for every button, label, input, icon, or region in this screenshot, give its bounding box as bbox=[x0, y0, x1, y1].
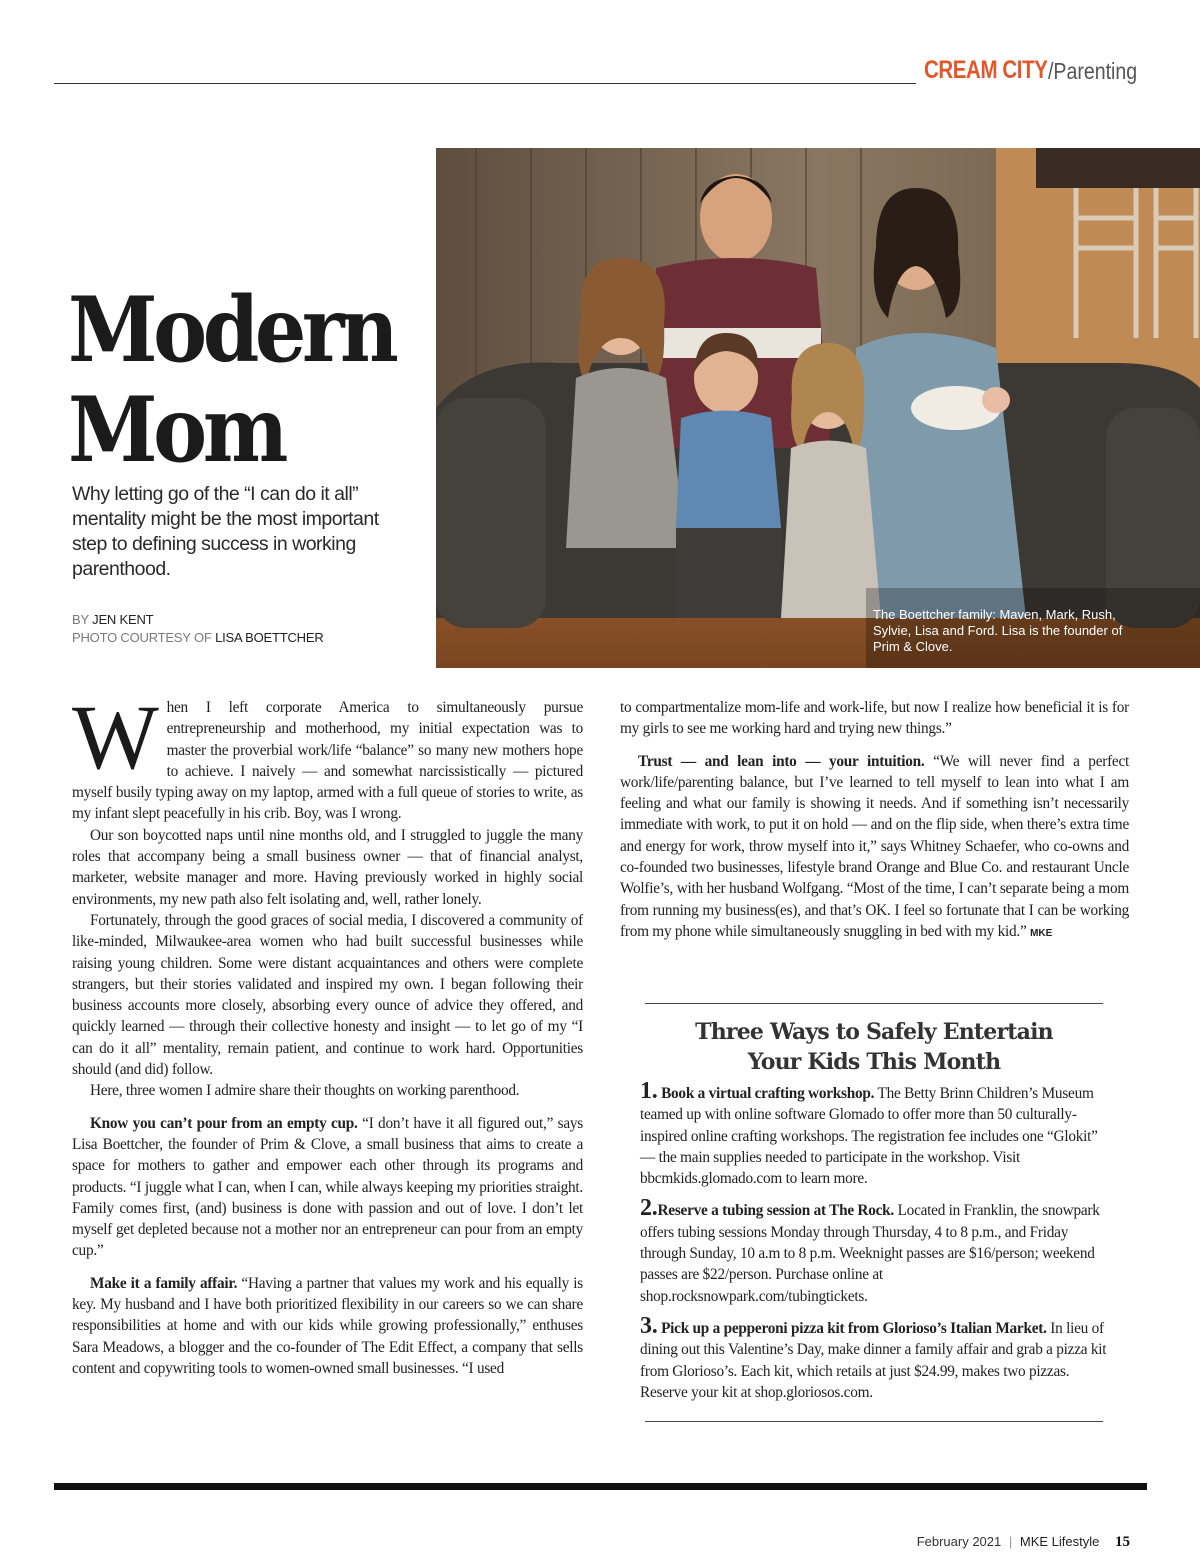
sidebar-top-rule bbox=[645, 1003, 1103, 1004]
item-number: 3. bbox=[640, 1312, 658, 1339]
footer-rule bbox=[54, 1483, 1147, 1490]
body-paragraph bbox=[72, 1273, 583, 1379]
sidebar-title bbox=[645, 1017, 1103, 1077]
byline-name: JEN KENT bbox=[92, 612, 154, 627]
byline-prefix: BY bbox=[72, 612, 89, 627]
item-label: Reserve a tubing session at The Rock. bbox=[657, 1202, 895, 1220]
item-label: Book a virtual crafting workshop. bbox=[661, 1085, 875, 1102]
subhead-intuition: Trust — and lean into — your intuition. bbox=[638, 752, 925, 770]
body-paragraph: to compartmentalize mom-life and work-life, but now I realize how beneficial it is for my girls to see me working hard and trying new things.” bbox=[620, 699, 1129, 738]
item-text: Located in Franklin, the snowpark offers tubing sessions Monday through Thursday, 4 to 8 p.m., and Friday through Sunday, 10 a.m to 8 p.m. Weeknight passes are $16/person; weekend passes are $22/person. Purchase online at shop.rocksnowpark.com/tubingtickets. bbox=[640, 1202, 1100, 1305]
body-paragraph bbox=[72, 686, 583, 825]
list-item bbox=[640, 1078, 1108, 1189]
sidebar-title-line-1: Three Ways to Safely Entertain bbox=[695, 1019, 1053, 1045]
body-column-right bbox=[620, 697, 1129, 944]
photo-credit-prefix: PHOTO COURTESY OF bbox=[72, 630, 212, 645]
item-number: 1. bbox=[640, 1078, 658, 1104]
photo-caption: The Boettcher family: Maven, Mark, Rush, Sylvie, Lisa and Ford. Lisa is the founder of Prim & Clove. bbox=[873, 607, 1123, 654]
list-item bbox=[640, 1312, 1108, 1403]
body-paragraph: Here, three women I admire share their thoughts on working parenthood. bbox=[90, 1082, 520, 1100]
sidebar-title-line-2: Your Kids This Month bbox=[747, 1049, 1001, 1075]
paragraph-text: hen I left corporate America to simultaneously pursue entrepreneurship and motherhood, my initial expectation was to master the proverbial work/life “balance” so many new mothers hope to achieve. I naively — and somewhat narcissistically — pictured myself busily typing away on my laptop, armed with a full queue of stories to write, as my infant slept peacefully in his crib. Boy, was I wrong. bbox=[72, 699, 583, 823]
sidebar-list bbox=[640, 1078, 1108, 1412]
subhead-empty-cup: Know you can’t pour from an empty cup. bbox=[90, 1114, 358, 1132]
brand-label: CREAM CITY bbox=[924, 56, 1048, 84]
article-credits bbox=[72, 611, 402, 647]
page-footer bbox=[870, 1534, 1130, 1554]
paragraph-text: “Having a partner that values my work and his equally is key. My husband and I have both prioritized flexibility in our careers so we can share responsibilities at home and with our kids while growing professionally,” enthuses Sara Meadows, a blogger and the co-founder of The Edit Effect, a company that sells content and copywriting tools to women-owned small businesses. “I used bbox=[72, 1274, 583, 1377]
body-paragraph bbox=[620, 751, 1129, 945]
photo-credit bbox=[72, 629, 402, 647]
item-text: The Betty Brinn Children’s Museum teamed up with online software Glomado to offer more than 50 culturally-inspired online crafting workshops. The registration fee includes one “Glokit” — the main supplies needed to participate in the workshop. Visit bbcmkids.glomado.com to learn more. bbox=[640, 1085, 1098, 1188]
issue-date: February 2021 bbox=[916, 1534, 1002, 1549]
paragraph-text: “I don’t have it all figured out,” says Lisa Boettcher, the founder of Prim & Clove, a small business that aims to create a space for mothers to gather and empower each other through its programs and products. “I juggle what I can, when I can, while always keeping my priorities straight. Family comes first, (and) business is done with passion and out of love. I don’t let myself get depleted because not a mother nor an entrepreneur can pour from an empty cup.” bbox=[72, 1114, 583, 1260]
body-paragraph: Fortunately, through the good graces of social media, I discovered a community of like-minded, Milwaukee-area women who had built successful businesses while raising young children. Some were distant acquaintances and others were complete strangers, but their stories validated and inspired my own. I began following their business accounts more closely, absorbing every ounce of advice they offered, and quickly learned — through their collective honesty and insight — to let go of my “I can do it all” mentality, remain patient, and continue to work hard. Opportunities should (and did) follow. bbox=[72, 911, 583, 1079]
title-line-1: Modern bbox=[68, 277, 395, 383]
title-line-2: Mom bbox=[68, 377, 284, 483]
page-number: 15 bbox=[1115, 1534, 1130, 1550]
article-dek: Why letting go of the “I can do it all” mentality might be the most important step to defining success in working parenthood. bbox=[72, 483, 379, 580]
body-column-left bbox=[72, 686, 583, 1379]
photo-credit-name: LISA BOETTCHER bbox=[215, 630, 324, 645]
section-label: /Parenting bbox=[1048, 58, 1138, 84]
article-title bbox=[68, 277, 395, 483]
drop-cap: W bbox=[72, 686, 159, 788]
magazine-name: MKE Lifestyle bbox=[1019, 1534, 1100, 1549]
end-mark: MKE bbox=[1030, 927, 1053, 939]
family-photo bbox=[436, 148, 1200, 668]
footer-separator: | bbox=[1008, 1534, 1013, 1549]
header-rule bbox=[54, 83, 916, 84]
paragraph-text: “We will never find a perfect work/life/parenting balance, but I’ve learned to tell myself to lean into what I am feeling and what our family is showing it needs. And if something isn’t necessarily immediate with work, to put it on hold — and on the flip side, when there’s extra time and energy for work, throw myself into it,” says Whitney Schaefer, who co-owns and co-founded two businesses, lifestyle brand Orange and Blue Co. and restaurant Uncle Wolfie’s, with her husband Wolfgang. “Most of the time, I can’t separate being a mom from running my business(es), and that’s OK. I feel so fortunate that I can be working from my phone while simultaneously snuggling in bed with my kid.” bbox=[620, 752, 1130, 940]
subhead-family-affair: Make it a family affair. bbox=[90, 1274, 238, 1292]
section-header bbox=[924, 56, 1154, 90]
item-text: In lieu of dining out this Valentine’s Day, make dinner a family affair and grab a pizza kit from Glorioso’s. Each kit, which retails at just $24.99, makes two pizzas. Reserve your kit at shop.gloriosos.com. bbox=[640, 1319, 1107, 1401]
byline bbox=[72, 611, 402, 629]
list-item bbox=[640, 1195, 1108, 1306]
item-number: 2. bbox=[640, 1195, 658, 1222]
body-paragraph bbox=[72, 1113, 583, 1262]
item-label: Pick up a pepperoni pizza kit from Glorioso’s Italian Market. bbox=[661, 1319, 1047, 1337]
body-paragraph: Our son boycotted naps until nine months old, and I struggled to juggle the many roles that accompany being a small business owner — that of financial analyst, marketer, website manager and more. Having previously worked in highly social environments, my new path also felt isolating and, well, rather lonely. bbox=[72, 826, 583, 908]
sidebar-bottom-rule bbox=[645, 1421, 1103, 1422]
